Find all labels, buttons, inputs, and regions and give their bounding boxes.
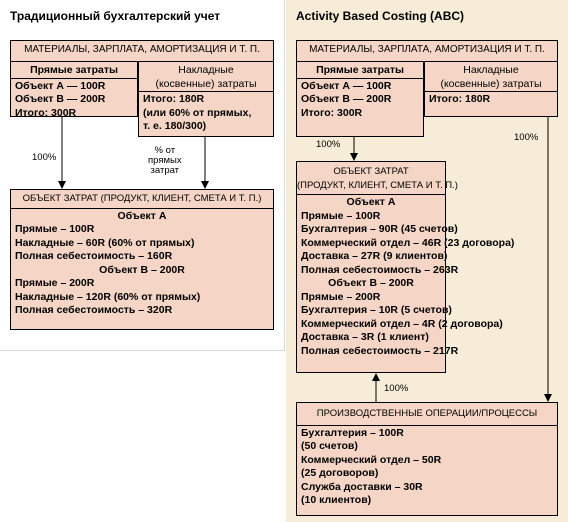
abc-direct-header: Прямые затраты — [297, 64, 423, 79]
direct-line: Объект А — 100R — [15, 79, 106, 92]
abc-label-100-c: 100% — [384, 383, 409, 394]
abc-cost-object-header: ОБЪЕКТ ЗАТРАТ — [333, 166, 409, 177]
object-b-title: Объект В – 200R — [99, 263, 185, 276]
abc-direct-line: Объект А — 100R — [301, 79, 392, 92]
abc-cost-object-header: (ПРОДУКТ, КЛИЕНТ, СМЕТА И Т. П.) — [297, 179, 445, 196]
abc-direct-line: Объект В — 200R — [301, 93, 392, 105]
label-100-percent: 100% — [32, 152, 57, 163]
abc-object-a-line: Прямые – 100R — [301, 209, 381, 222]
operations-line: (10 клиентов) — [301, 494, 372, 506]
abc-title: Activity Based Costing (ABC) — [296, 9, 465, 23]
overhead-line: (или 60% от прямых, — [143, 106, 252, 119]
direct-line: Объект В — 200R — [15, 93, 106, 105]
overhead-header: Накладные — [178, 64, 234, 76]
direct-costs-header: Прямые затраты — [11, 64, 137, 79]
object-a-line: Полная себестоимость – 160R — [15, 250, 173, 262]
pct-line: прямых — [148, 155, 182, 166]
abc-object-b-line: Коммерческий отдел – 4R (2 договора) — [301, 317, 503, 330]
abc-object-b-line: Прямые – 200R — [301, 290, 381, 303]
object-b-line: Накладные – 120R (60% от прямых) — [15, 290, 201, 303]
abc-overhead-line: Итого: 180R — [429, 93, 491, 105]
abc-object-a-line: Доставка – 27R (9 клиентов) — [301, 250, 448, 262]
abc-overhead-header: Накладные — [463, 64, 519, 76]
object-a-line: Накладные – 60R (60% от прямых) — [15, 236, 195, 249]
operations-header: ПРОИЗВОДСТВЕННЫЕ ОПЕРАЦИИ/ПРОЦЕССЫ — [297, 403, 557, 426]
operations-line: (25 договоров) — [301, 467, 379, 479]
object-a-line: Прямые – 100R — [15, 223, 95, 235]
operations-line: Коммерческий отдел – 50R — [301, 453, 442, 466]
abc-object-b-line: Доставка – 3R (1 клиент) — [301, 331, 429, 343]
abc-object-b-line: Бухгалтерия – 10R (5 счетов) — [301, 304, 452, 316]
abc-overhead-header: (косвенные) затраты — [425, 78, 557, 93]
abc-materials-label: МАТЕРИАЛЫ, ЗАРПЛАТА, АМОРТИЗАЦИЯ И Т. П. — [309, 44, 545, 55]
cost-object-header: ОБЪЕКТ ЗАТРАТ (ПРОДУКТ, КЛИЕНТ, СМЕТА И Т. П.) — [11, 190, 273, 209]
traditional-title: Традиционный бухгалтерский учет — [10, 9, 221, 23]
abc-label-100-b: 100% — [514, 132, 539, 143]
operations-line: Бухгалтерия – 100R — [301, 426, 404, 439]
abc-object-a-line: Коммерческий отдел – 46R (23 договора) — [301, 236, 515, 249]
pct-line: % от — [154, 145, 176, 156]
object-b-line: Прямые – 200R — [15, 277, 95, 289]
materials-label: МАТЕРИАЛЫ, ЗАРПЛАТА, АМОРТИЗАЦИЯ И Т. П. — [24, 44, 260, 55]
abc-label-100-a: 100% — [316, 139, 341, 150]
overhead-line: Итого: 180R — [143, 93, 205, 105]
abc-direct-line: Итого: 300R — [301, 106, 363, 119]
overhead-line: т. е. 180/300) — [143, 120, 207, 132]
operations-line: (50 счетов) — [301, 440, 358, 452]
direct-line: Итого: 300R — [15, 106, 77, 119]
operations-line: Служба доставки – 30R — [301, 480, 423, 493]
abc-object-a-line: Бухгалтерия – 90R (45 счетов) — [301, 223, 458, 235]
abc-object-a-line: Полная себестоимость – 263R — [301, 263, 459, 276]
object-b-line: Полная себестоимость – 320R — [15, 304, 173, 316]
overhead-header: (косвенные) затраты — [139, 78, 273, 93]
abc-object-b-line: Полная себестоимость – 217R — [301, 344, 459, 357]
pct-line: затрат — [150, 165, 180, 176]
abc-object-a-title: Объект А — [346, 196, 396, 208]
object-a-title: Объект А — [117, 209, 167, 222]
abc-object-b-title: Объект В – 200R — [328, 277, 414, 289]
